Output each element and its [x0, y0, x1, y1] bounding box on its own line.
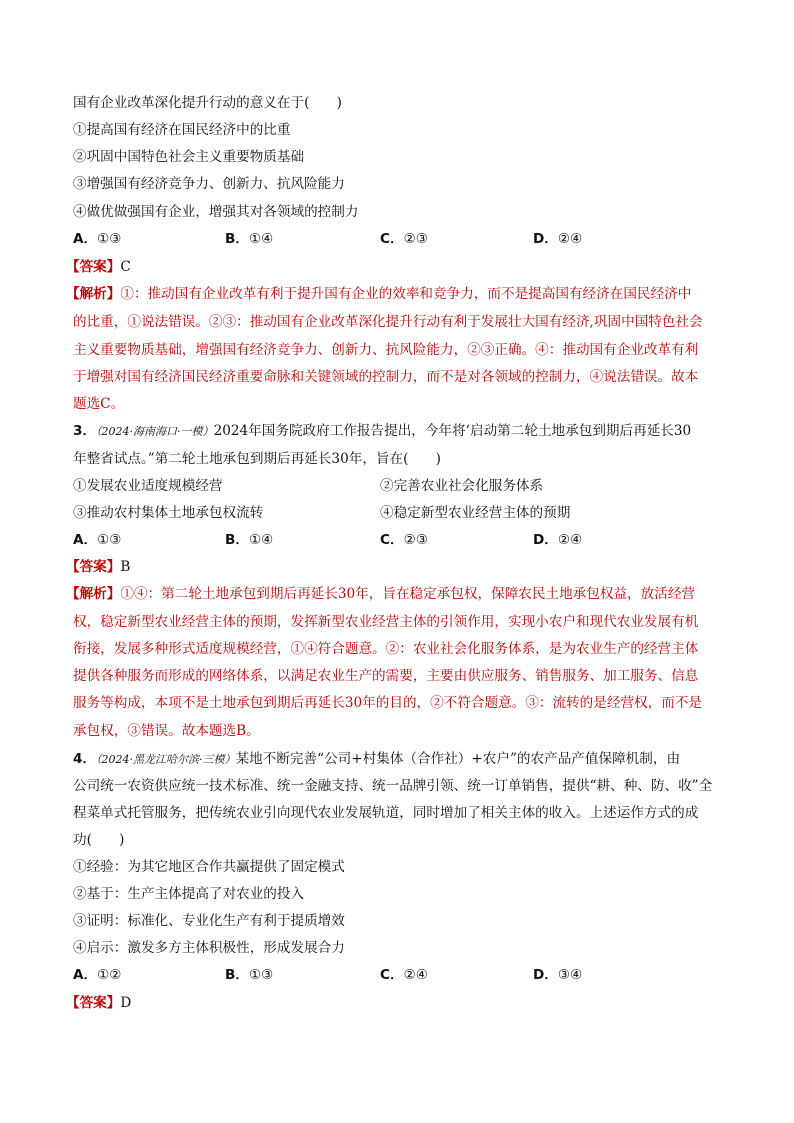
answer-tag: 【答案】: [66, 559, 121, 575]
q2-option-a: A．①③: [73, 231, 122, 247]
q2-answer: 【答案】C: [66, 259, 131, 275]
q4-stem-line-4: 功( ): [73, 832, 125, 848]
q2-item-3: ③增强国有经济竞争力、创新力、抗风险能力: [73, 176, 345, 192]
q3-option-c: C．②③: [380, 532, 428, 548]
q3-stem-line-1: 3．（2024·海南海口·一模）2024年国务院政府工作报告提出，今年将‘启动第二轮土地承包到期后再延长30: [73, 423, 692, 439]
q2-analysis-line-4: 于增强对国有经济国民经济重要命脉和关键领域的控制力，而不是对各领域的控制力，④说法错误。故本: [73, 369, 699, 385]
q4-item-1: ①经验：为其它地区合作共赢提供了固定模式: [73, 859, 345, 875]
q2-analysis-line-2: 的比重，①说法错误。②③：推动国有企业改革深化提升行动有利于发展壮大国有经济,巩固中国特色社会: [73, 314, 703, 330]
q2-analysis-line-3: 主义重要物质基础，增强国有经济竞争力、创新力、抗风险能力，②③正确。④：推动国有企业改革有利: [73, 342, 699, 358]
q4-stem-line-3: 程菜单式托管服务，把传统农业引向现代农业发展轨道，同时增加了相关主体的收入。上述运作方式的成: [73, 805, 699, 821]
q4-source: （2024·黑龙江哈尔滨·三模）: [96, 753, 236, 766]
q4-option-b: B．①③: [225, 967, 274, 983]
q3-analysis-line-5: 服务等构成，本项不是土地承包到期后再延长30年的目的，②不符合题意。③：流转的是经营权，而不是: [73, 695, 703, 711]
q3-option-b: B．①④: [225, 532, 274, 548]
q3-option-a: A．①③: [73, 532, 122, 548]
q3-item-4: ④稳定新型农业经营主体的预期: [380, 505, 571, 521]
q3-number: 3．: [73, 423, 97, 439]
q2-option-b: B．①④: [225, 231, 274, 247]
q4-number: 4．: [73, 751, 97, 767]
q2-option-d: D．②④: [533, 231, 583, 247]
q3-analysis-line-6: 承包权，③错误。故本题选B。: [73, 723, 260, 739]
q4-option-a: A．①②: [73, 967, 122, 983]
q3-analysis-line-3: 衔接，发展多种形式适度规模经营，①④符合题意。②：农业社会化服务体系，是为农业生产的经营主体: [73, 641, 699, 657]
q4-item-2: ②基于：生产主体提高了对农业的投入: [73, 886, 305, 902]
q3-analysis-line-2: 权，稳定新型农业经营主体的预期，发挥新型农业经营主体的引领作用，实现小农户和现代农业发展有机: [73, 614, 699, 630]
q2-analysis-line-1: 【解析】①：推动国有企业改革有利于提升国有企业的效率和竞争力，而不是提高国有经济在国民经济中: [66, 286, 692, 302]
q3-analysis-line-1: 【解析】①④：第二轮土地承包到期后再延长30年，旨在稳定承包权，保障农民土地承包权益，放活经营: [66, 586, 696, 602]
q4-option-d: D．③④: [533, 967, 583, 983]
q2-stem: 国有企业改革深化提升行动的意义在于( ): [73, 95, 342, 111]
q3-answer: 【答案】B: [66, 559, 131, 575]
q4-answer: 【答案】D: [66, 995, 132, 1011]
answer-tag: 【答案】: [66, 259, 121, 275]
q4-stem-line-2: 公司统一农资供应统一技术标准、统一金融支持、统一品牌引领、统一订单销售，提供“耕、种、防、收”全: [73, 778, 713, 794]
q3-source: （2024·海南海口·一模）: [96, 425, 214, 438]
q2-option-c: C．②③: [380, 231, 428, 247]
q3-item-3: ③推动农村集体土地承包权流转: [73, 505, 264, 521]
q4-option-c: C．②④: [380, 967, 428, 983]
q2-item-4: ④做优做强国有企业，增强其对各领域的控制力: [73, 204, 359, 220]
q4-item-3: ③证明：标准化、专业化生产有利于提质增效: [73, 913, 345, 929]
q3-item-2: ②完善农业社会化服务体系: [380, 478, 544, 494]
q2-analysis-line-5: 题选C。: [73, 396, 125, 412]
q3-option-d: D．②④: [533, 532, 583, 548]
q4-stem-line-1: 4．（2024·黑龙江哈尔滨·三模）某地不断完善“公司+村集体（合作社）+农户”的农产品产值保障机制，由: [73, 751, 681, 767]
q2-item-2: ②巩固中国特色社会主义重要物质基础: [73, 149, 305, 165]
analysis-tag: 【解析】: [66, 586, 121, 602]
q3-item-1: ①发展农业适度规模经营: [73, 478, 223, 494]
q3-stem-line-2: 年整省试点。”第二轮土地承包到期后再延长30年，旨在( ): [73, 451, 441, 467]
q4-item-4: ④启示：激发多方主体积极性，形成发展合力: [73, 940, 345, 956]
analysis-tag: 【解析】: [66, 286, 121, 302]
q2-item-1: ①提高国有经济在国民经济中的比重: [73, 122, 291, 138]
answer-tag: 【答案】: [66, 995, 121, 1011]
q3-analysis-line-4: 提供各种服务而形成的网络体系，以满足农业生产的需要，主要由供应服务、销售服务、加工服务、信息: [73, 668, 699, 684]
